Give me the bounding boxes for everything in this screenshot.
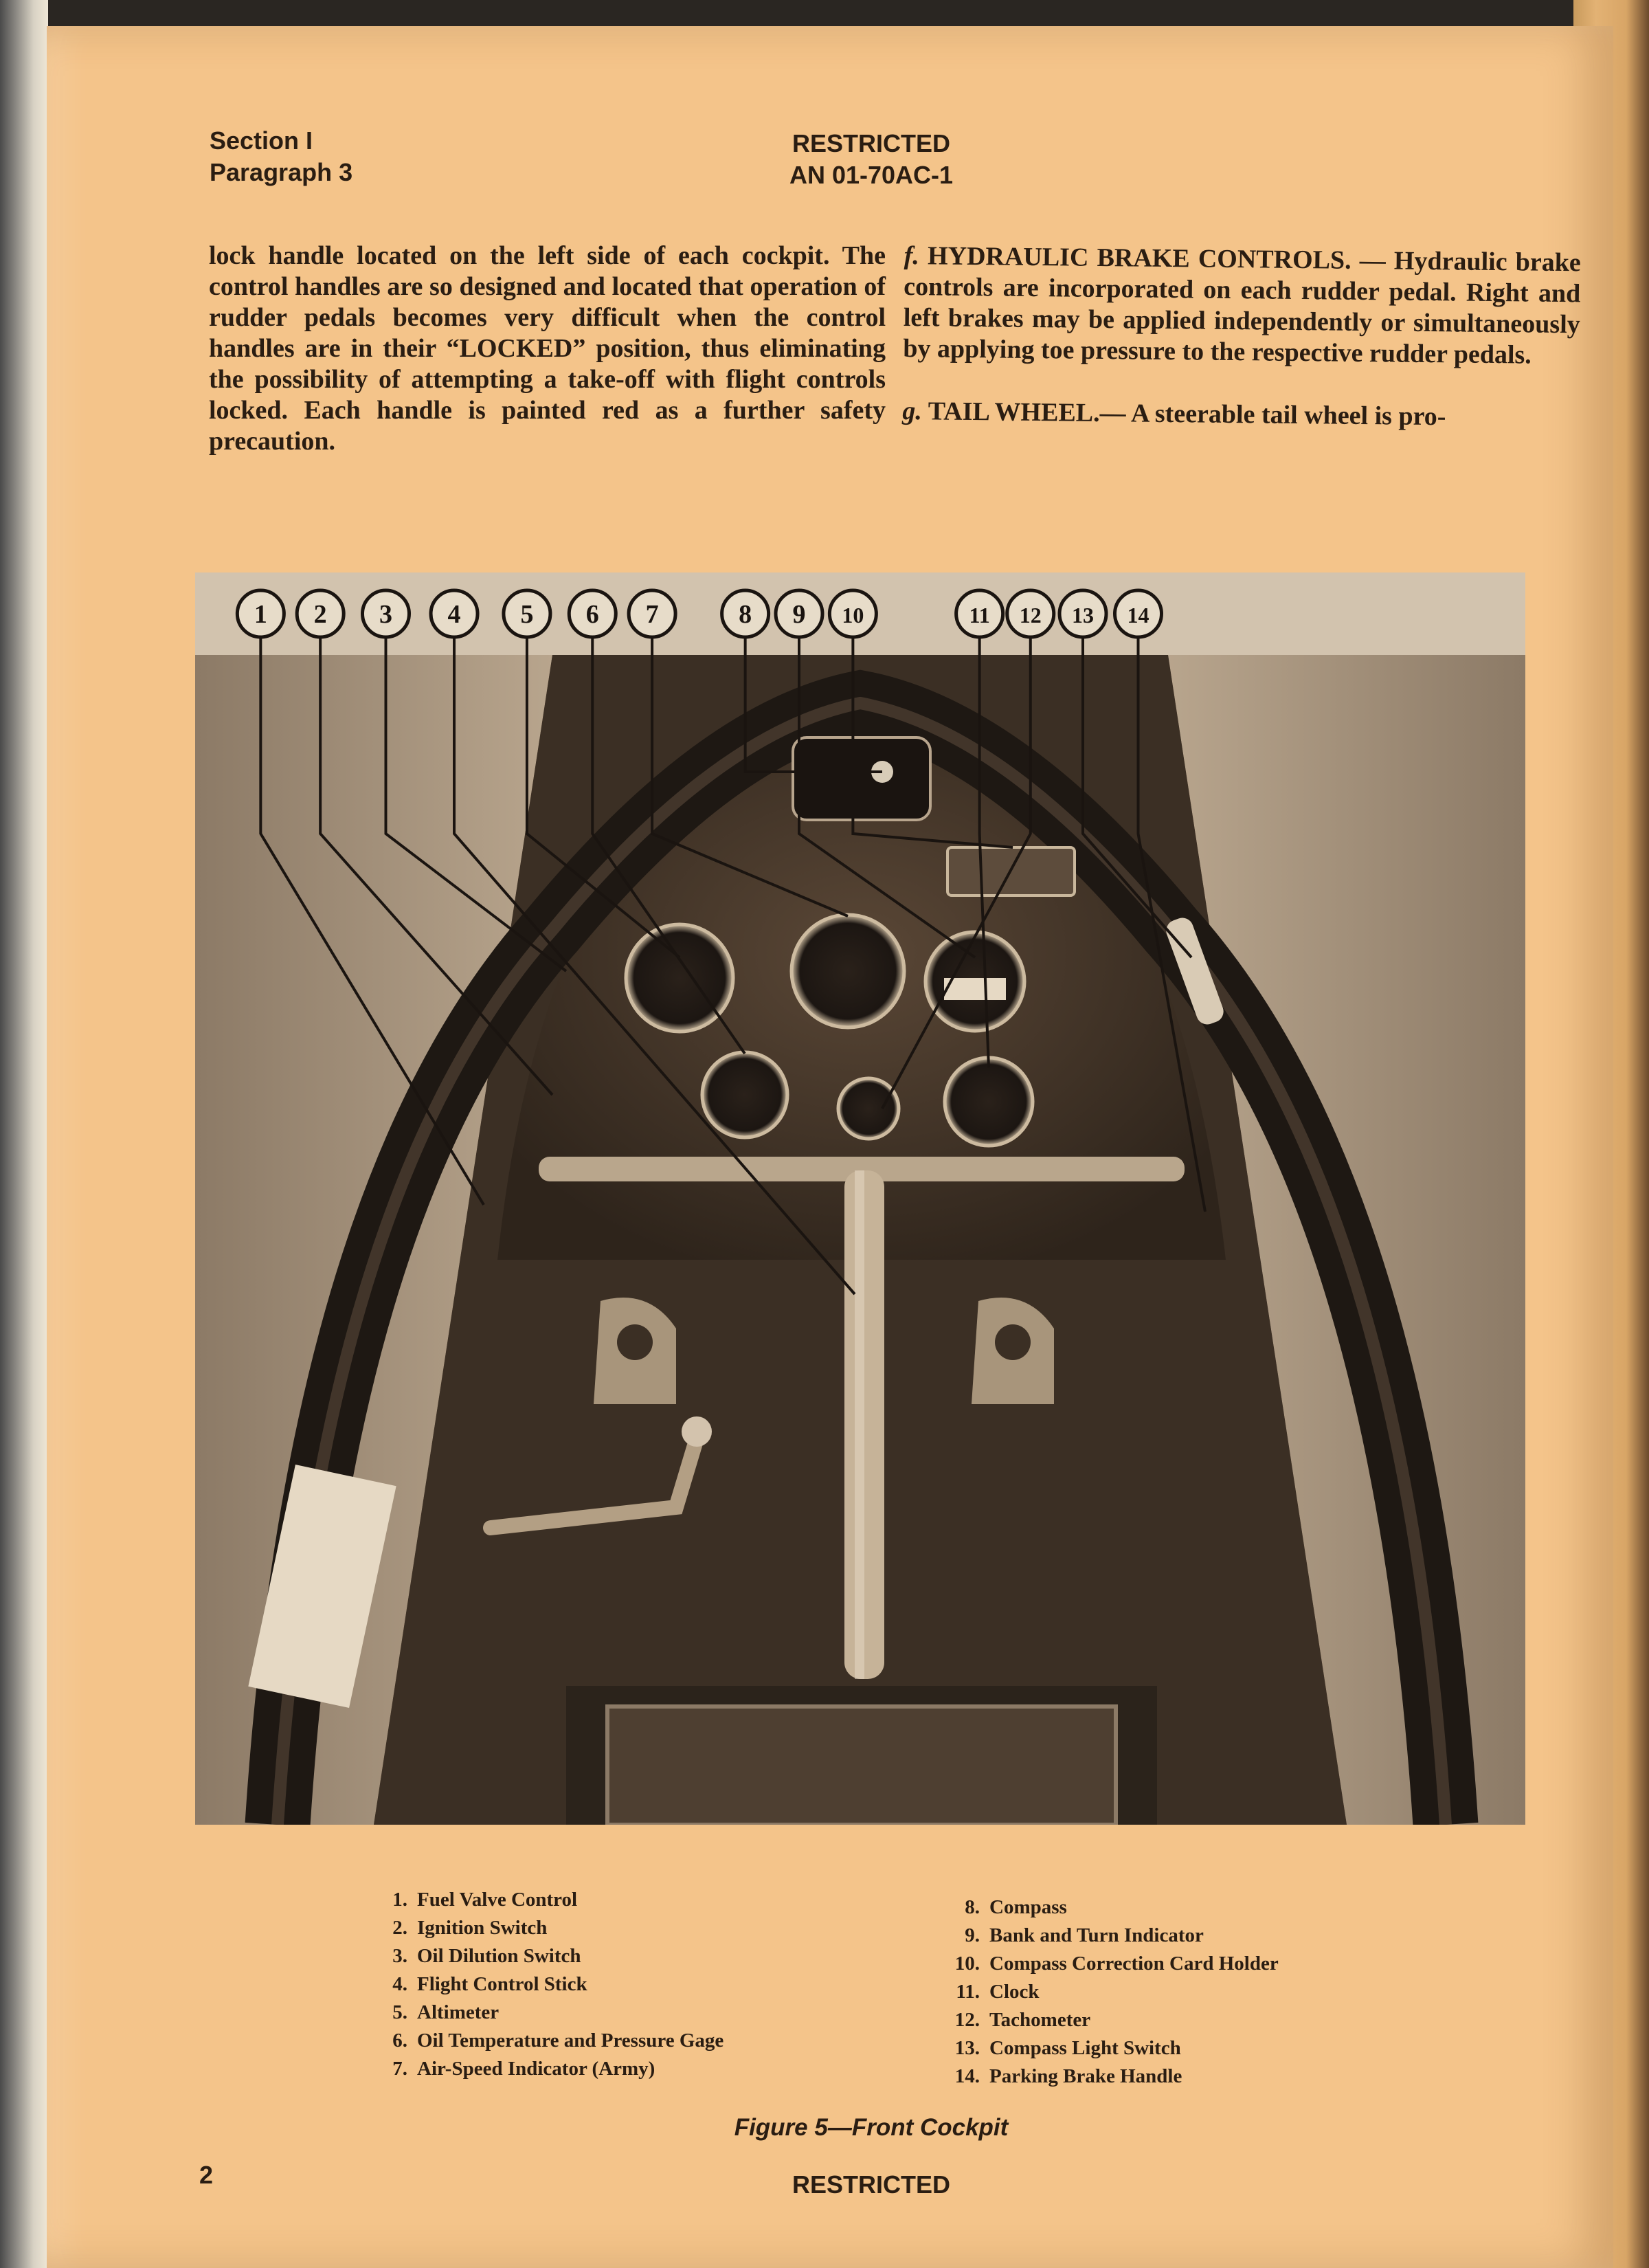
legend-item: [932, 1893, 1279, 1922]
legend-number: 8.: [965, 1896, 980, 1918]
tail-wheel-paragraph: [902, 396, 1579, 434]
legend-number: 14.: [954, 2065, 980, 2087]
callout-number: 6: [585, 600, 599, 629]
legend-label: Air-Speed Indicator (Army): [417, 2058, 655, 2080]
book-left-edge: [0, 0, 48, 2268]
legend-label: Ignition Switch: [417, 1917, 548, 1939]
legend-label: Compass: [989, 1896, 1067, 1918]
left-text-column: [209, 241, 886, 489]
legend-label: Clock: [989, 1981, 1040, 2003]
legend-item: [932, 1978, 1279, 2006]
legend-item: [359, 1886, 723, 1914]
figure-caption: Figure 5—Front Cockpit: [734, 2114, 1009, 2141]
brake-controls-paragraph: [903, 241, 1581, 371]
legend-number: 11.: [956, 1981, 980, 2003]
legend-item: [932, 2034, 1279, 2063]
cockpit-photo: [195, 572, 1525, 1825]
legend-right-column: [932, 1893, 1279, 2091]
callout-number: 5: [520, 600, 534, 629]
legend-label: Parking Brake Handle: [989, 2065, 1182, 2087]
tail-text: A steerable tail wheel is pro-: [1130, 399, 1446, 432]
legend-label: Tachometer: [989, 2009, 1091, 2031]
legend-number: 9.: [965, 1924, 980, 1946]
legend-label: Compass Correction Card Holder: [989, 1953, 1279, 1975]
legend-number: 1.: [392, 1889, 407, 1911]
callout-number: 3: [379, 600, 392, 629]
legend-label: Flight Control Stick: [417, 1973, 587, 1995]
legend-item: [932, 2063, 1279, 2091]
legend-number: 2.: [392, 1917, 407, 1939]
legend-item: [932, 2006, 1279, 2034]
classification-header: RESTRICTED: [792, 129, 950, 157]
manual-page: [47, 26, 1613, 2268]
legend-label: Bank and Turn Indicator: [989, 1924, 1204, 1946]
legend-item: [359, 1999, 723, 2027]
classification-footer: RESTRICTED: [792, 2170, 950, 2199]
callout-number: 1: [254, 600, 267, 629]
paragraph-label: Paragraph 3: [210, 158, 353, 186]
callout-number: 4: [447, 600, 461, 629]
tail-letter: g.: [902, 396, 923, 426]
brakes-text: Hydraulic brake controls are incorporated on each rudder pedal. Right and left brakes may be applied independently or simultaneously by applying toe pressure to the respective rudder pedals.: [903, 246, 1581, 370]
legend-number: 3.: [392, 1945, 407, 1967]
legend-label: Oil Temperature and Pressure Gage: [417, 2030, 724, 2052]
section-header: [210, 125, 352, 188]
callout-number: 11: [969, 603, 990, 627]
legend-number: 4.: [392, 1973, 407, 1995]
legend-number: 5.: [392, 2001, 407, 2023]
legend-number: 13.: [954, 2037, 980, 2059]
right-text-column: [902, 241, 1581, 465]
legend-label: Fuel Valve Control: [417, 1889, 578, 1911]
legend-item: [359, 1970, 723, 1999]
section-label: Section I: [210, 126, 313, 155]
control-lock-paragraph: lock handle located on the left side of each cockpit. The control handles are so designed and located that operation of rudder pedals becomes very difficult when the control handles are in their “LOCKED” position, thus eliminating the possibility of attempting a take-off with flight controls locked. Each handle is painted red as a further safety precaution.: [209, 241, 886, 456]
callout-number: 7: [645, 600, 659, 629]
callout-number: 2: [313, 600, 327, 629]
legend-label: Oil Dilution Switch: [417, 1945, 581, 1967]
legend-label: Compass Light Switch: [989, 2037, 1181, 2059]
cockpit-illustration: [195, 572, 1525, 1825]
document-header: [734, 128, 1009, 191]
legend-item: [359, 2027, 723, 2055]
legend-item: [932, 1950, 1279, 1978]
legend-left-column: [359, 1886, 723, 2083]
legend-item: [932, 1922, 1279, 1950]
legend-label: Altimeter: [417, 2001, 500, 2023]
callout-number: 9: [792, 600, 806, 629]
callout-number: 14: [1127, 603, 1149, 627]
callout-number: 13: [1072, 603, 1095, 627]
legend-number: 6.: [392, 2030, 407, 2052]
page-number: 2: [199, 2161, 214, 2189]
legend-item: [359, 2055, 723, 2083]
tail-heading: TAIL WHEEL.—: [928, 397, 1126, 428]
legend-number: 10.: [954, 1953, 980, 1975]
legend-item: [359, 1914, 723, 1942]
legend-number: 12.: [954, 2009, 980, 2031]
legend-number: 7.: [392, 2058, 407, 2080]
brakes-heading: HYDRAULIC BRAKE CONTROLS. —: [927, 241, 1386, 276]
callout-number: 8: [739, 600, 752, 629]
callout-number: 10: [842, 603, 864, 627]
callout-number: 12: [1019, 603, 1042, 627]
legend-item: [359, 1942, 723, 1970]
brakes-letter: f.: [904, 241, 920, 271]
document-number: AN 01-70AC-1: [789, 161, 954, 189]
